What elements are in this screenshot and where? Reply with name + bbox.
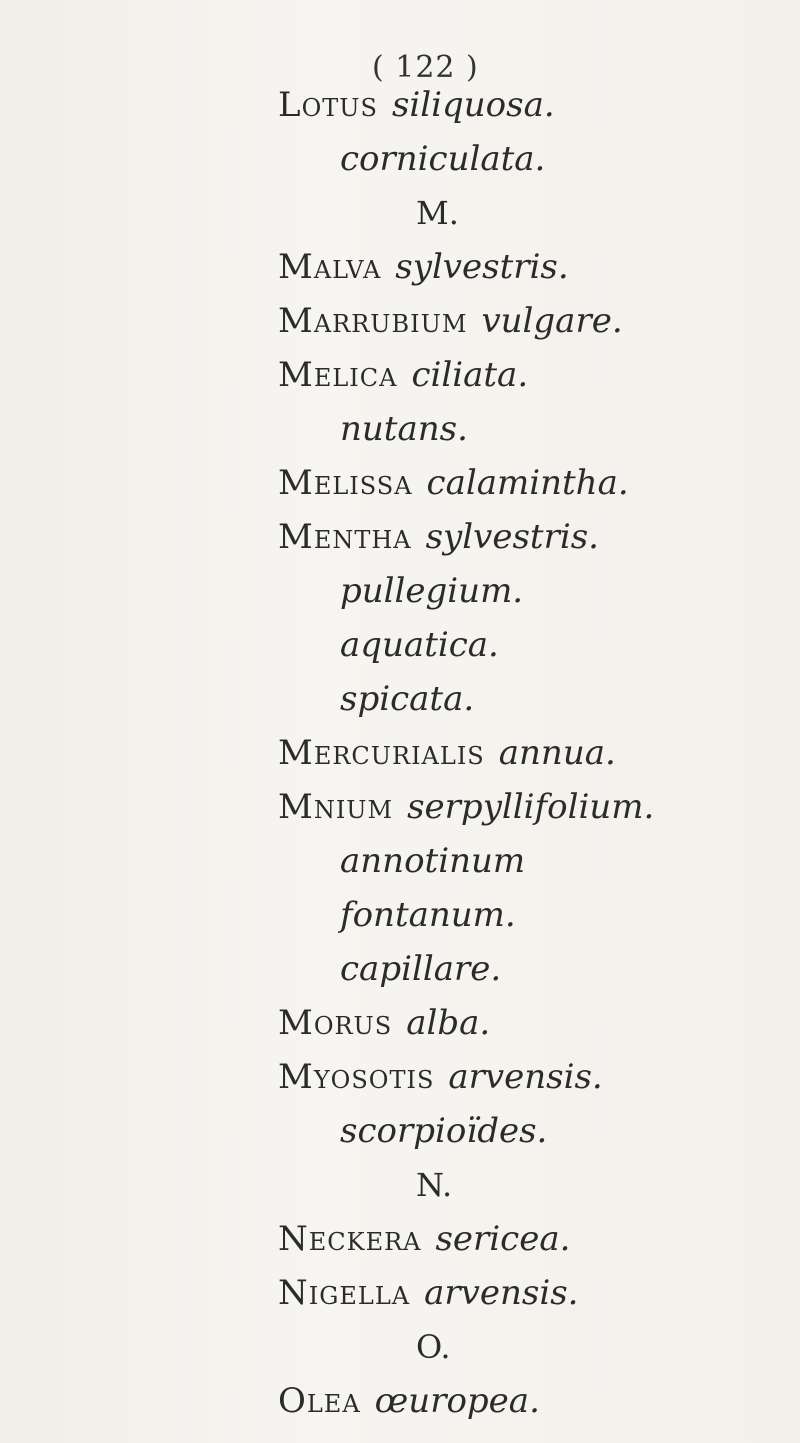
species-name: vulgare. xyxy=(481,301,623,341)
species-name: fontanum. xyxy=(340,895,516,935)
genus-name: Mentha xyxy=(278,517,412,557)
species-entry xyxy=(0,888,800,942)
genus-entry xyxy=(0,240,800,294)
genus-entry xyxy=(0,78,800,132)
genus-name: Nigella xyxy=(278,1273,411,1313)
species-entry xyxy=(0,834,800,888)
species-name: annotinum xyxy=(340,841,526,881)
species-name: arvensis. xyxy=(424,1273,579,1313)
species-name: sylvestris. xyxy=(395,247,569,287)
species-name: alba. xyxy=(406,1003,491,1043)
genus-name: Myosotis xyxy=(278,1057,435,1097)
species-name: pullegium. xyxy=(340,571,524,611)
species-name: spicata. xyxy=(340,679,475,719)
species-name: calamintha. xyxy=(426,463,629,503)
species-name: ciliata. xyxy=(411,355,529,395)
species-name: arvensis. xyxy=(448,1057,603,1097)
genus-name: Olea xyxy=(278,1381,361,1421)
genus-name: Neckera xyxy=(278,1219,422,1259)
species-name: sylvestris. xyxy=(425,517,599,557)
species-name: serpyllifolium. xyxy=(407,787,655,827)
species-entry xyxy=(0,672,800,726)
genus-name: Melissa xyxy=(278,463,413,503)
species-name: corniculata. xyxy=(340,139,546,179)
species-name: aquatica. xyxy=(340,625,499,665)
genus-entry xyxy=(0,996,800,1050)
species-entry xyxy=(0,942,800,996)
genus-entry xyxy=(0,456,800,510)
genus-entry xyxy=(0,348,800,402)
genus-entry xyxy=(0,1374,800,1428)
section-letter: M. xyxy=(416,194,459,232)
page-number: ( 122 ) xyxy=(372,50,479,85)
species-entry xyxy=(0,618,800,672)
species-name: annua. xyxy=(498,733,616,773)
species-entry xyxy=(0,402,800,456)
genus-name: Morus xyxy=(278,1003,393,1043)
species-name: capillare. xyxy=(340,949,502,989)
species-name: œuropea. xyxy=(374,1381,540,1421)
species-name: scorpioïdes. xyxy=(340,1111,548,1151)
genus-name: Lotus xyxy=(278,85,378,125)
genus-name: Marrubium xyxy=(278,301,468,341)
genus-entry xyxy=(0,1266,800,1320)
species-name: sericea. xyxy=(435,1219,571,1259)
section-letter: N. xyxy=(416,1166,453,1204)
species-entry xyxy=(0,564,800,618)
genus-entry xyxy=(0,1050,800,1104)
genus-entry xyxy=(0,726,800,780)
genus-name: Melica xyxy=(278,355,398,395)
genus-entry xyxy=(0,1212,800,1266)
plant-list xyxy=(0,78,800,1428)
species-entry xyxy=(0,132,800,186)
genus-name: Mnium xyxy=(278,787,394,827)
genus-entry xyxy=(0,294,800,348)
genus-name: Mercurialis xyxy=(278,733,485,773)
section-letter: O. xyxy=(416,1328,451,1366)
species-entry xyxy=(0,1104,800,1158)
species-name: nutans. xyxy=(340,409,468,449)
species-name: siliquosa. xyxy=(391,85,555,125)
genus-entry xyxy=(0,510,800,564)
genus-name: Malva xyxy=(278,247,382,287)
genus-entry xyxy=(0,780,800,834)
